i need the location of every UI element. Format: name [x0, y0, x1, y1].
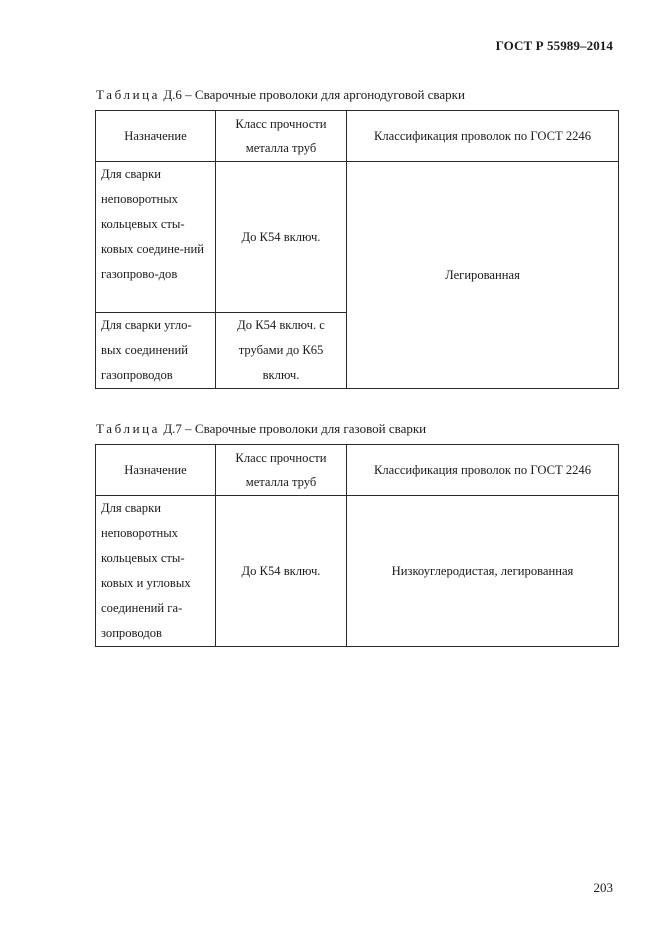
table-row — [96, 162, 619, 313]
cell-strength-class: До К54 включ. с трубами до К65 включ. — [216, 313, 347, 389]
cell-strength-class: До К54 включ. — [216, 162, 347, 313]
cell-purpose: Для сварки неповоротных кольцевых сты-ковых и угловых соединений га-зопроводов — [96, 496, 216, 647]
cell-purpose: Для сварки угло-вых соединений газопроводов — [96, 313, 216, 389]
page-number: 203 — [593, 880, 613, 895]
column-header-classification: Классификация проволок по ГОСТ 2246 — [347, 445, 619, 496]
table-d7-caption — [96, 421, 426, 437]
document-standard-header: ГОСТ Р 55989–2014 — [495, 38, 613, 53]
table-header-row — [96, 445, 619, 496]
column-header-strength-class: Класс прочности металла труб — [216, 111, 347, 162]
cell-purpose: Для сварки неповоротных кольцевых сты-ковых соедине-ний газопрово-дов — [96, 162, 216, 313]
table-d6-caption-text: Д.6 – Сварочные проволоки для аргонодуговой сварки — [160, 87, 465, 102]
table-row — [96, 496, 619, 647]
cell-classification: Низкоуглеродистая, легированная — [347, 496, 619, 647]
table-d7-caption-text: Д.7 – Сварочные проволоки для газовой сварки — [160, 421, 427, 436]
column-header-strength-class: Класс прочности металла труб — [216, 445, 347, 496]
table-d6 — [95, 110, 619, 389]
table-d7 — [95, 444, 619, 647]
column-header-classification: Классификация проволок по ГОСТ 2246 — [347, 111, 619, 162]
table-header-row — [96, 111, 619, 162]
table-d6-caption-word: Таблица — [96, 87, 161, 102]
column-header-purpose: Назначение — [96, 445, 216, 496]
table-d6-caption — [96, 87, 465, 103]
column-header-purpose: Назначение — [96, 111, 216, 162]
cell-classification: Легированная — [347, 162, 619, 389]
cell-strength-class: До К54 включ. — [216, 496, 347, 647]
table-d7-caption-word: Таблица — [96, 421, 161, 436]
